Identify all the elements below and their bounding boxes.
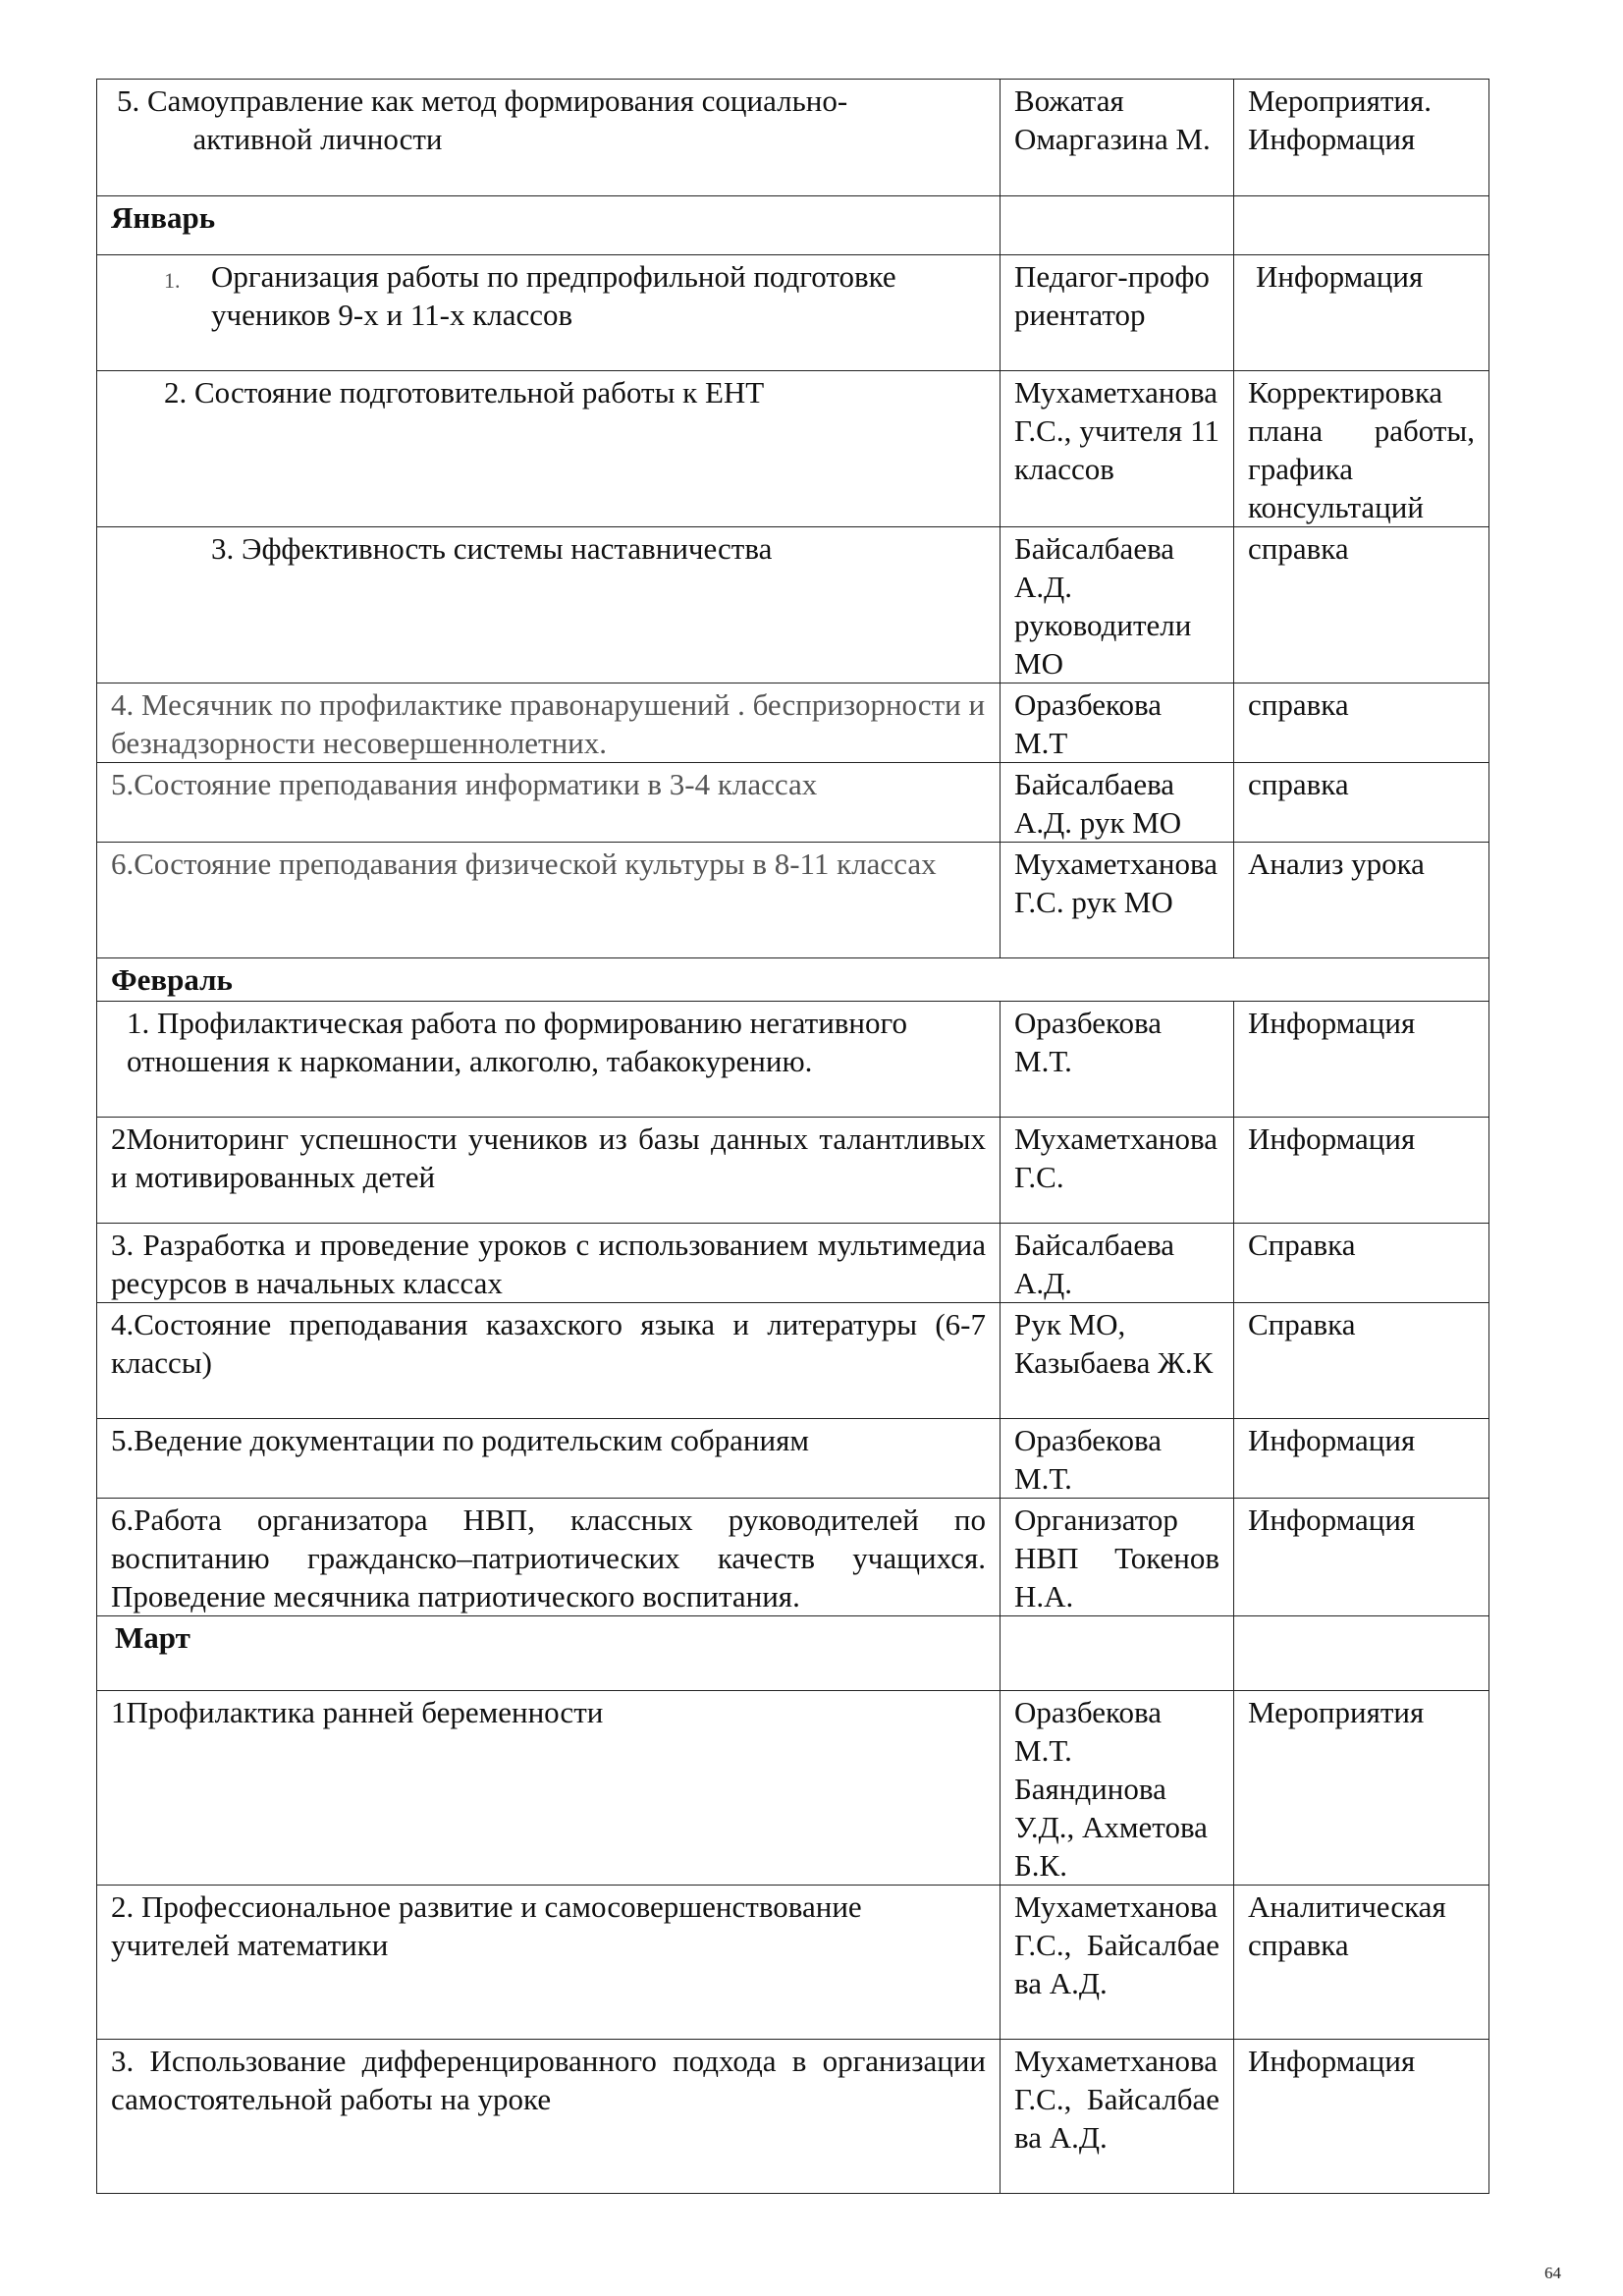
month-empty-cell bbox=[1234, 196, 1489, 255]
row-topic: 5.Состояние преподавания информатики в 3-4 классах bbox=[97, 763, 1001, 843]
table-row bbox=[97, 1224, 1489, 1303]
table-row bbox=[97, 255, 1489, 371]
row-responsible: Рук МО, Казыбаева Ж.К bbox=[1001, 1303, 1234, 1419]
table-row bbox=[97, 80, 1489, 196]
row-result-form: Мероприятия. Информация bbox=[1234, 80, 1489, 196]
row-topic: 5.Ведение документации по родительским собраниям bbox=[97, 1419, 1001, 1499]
row-responsible: Оразбекова М.Т. bbox=[1001, 1419, 1234, 1499]
table-row bbox=[97, 1886, 1489, 2040]
table-row bbox=[97, 527, 1489, 683]
table-row bbox=[97, 1691, 1489, 1886]
table-row bbox=[97, 1499, 1489, 1616]
work-plan-table bbox=[96, 79, 1489, 2194]
row-responsible: Мухаметханова Г.С., учителя 11 классов bbox=[1001, 371, 1234, 527]
row-topic: 4.Состояние преподавания казахского языка и литературы (6-7 классы) bbox=[97, 1303, 1001, 1419]
row-topic: 3. Разработка и проведение уроков с использованием мультимедиа ресурсов в начальных классах bbox=[97, 1224, 1001, 1303]
row-topic: 1Профилактика ранней беременности bbox=[97, 1691, 1001, 1886]
row-result-form: Информация bbox=[1234, 1002, 1489, 1118]
row-result-form: Анализ урока bbox=[1234, 843, 1489, 958]
month-label: Февраль bbox=[97, 958, 1489, 1002]
table-row bbox=[97, 371, 1489, 527]
row-topic-text: Организация работы по предпрофильной подготовке учеников 9-х и 11-х классов bbox=[211, 259, 896, 332]
row-responsible: Байсалбаева А.Д. bbox=[1001, 1224, 1234, 1303]
row-result-form: Информация bbox=[1234, 1118, 1489, 1224]
row-responsible: Мухаметханова Г.С., Байсалбаева А.Д. bbox=[1001, 1886, 1234, 2040]
row-responsible: Вожатая Омаргазина М. bbox=[1001, 80, 1234, 196]
row-topic: 2Мониторинг успешности учеников из базы данных талантливых и мотивированных детей bbox=[97, 1118, 1001, 1224]
table-row bbox=[97, 1002, 1489, 1118]
row-topic: 6.Состояние преподавания физической культуры в 8-11 классах bbox=[97, 843, 1001, 958]
row-responsible: Мухаметханова Г.С. bbox=[1001, 1118, 1234, 1224]
page-number: 64 bbox=[1544, 2264, 1561, 2282]
row-result-form: Информация bbox=[1234, 1499, 1489, 1616]
row-topic: 3. Эффективность системы наставничества bbox=[97, 527, 1001, 683]
row-result-form: справка bbox=[1234, 527, 1489, 683]
month-empty-cell bbox=[1001, 196, 1234, 255]
table-row bbox=[97, 763, 1489, 843]
month-label: Март bbox=[97, 1616, 1001, 1691]
row-responsible: Организатор НВП Токенов Н.А. bbox=[1001, 1499, 1234, 1616]
row-result-form: справка bbox=[1234, 763, 1489, 843]
row-result-form: Корректировка плана работы, графика консультаций bbox=[1234, 371, 1489, 527]
list-number: 1. bbox=[164, 268, 181, 293]
row-responsible: Оразбекова М.Т. Баяндинова У.Д., Ахметова Б.К. bbox=[1001, 1691, 1234, 1886]
table-row bbox=[97, 2040, 1489, 2194]
row-topic: 5. Самоуправление как метод формирования социально- активной личности bbox=[97, 80, 1001, 196]
row-result-form: Информация bbox=[1234, 1419, 1489, 1499]
month-row bbox=[97, 1616, 1489, 1691]
table-row bbox=[97, 1118, 1489, 1224]
row-topic: 2. Состояние подготовительной работы к ЕНТ bbox=[97, 371, 1001, 527]
row-responsible: Мухаметханова Г.С. рук МО bbox=[1001, 843, 1234, 958]
table-row bbox=[97, 1419, 1489, 1499]
row-responsible: Байсалбаева А.Д. рук МО bbox=[1001, 763, 1234, 843]
row-result-form: Аналитическая справка bbox=[1234, 1886, 1489, 2040]
row-result-form: Справка bbox=[1234, 1303, 1489, 1419]
month-row bbox=[97, 958, 1489, 1002]
row-result-form: Информация bbox=[1234, 2040, 1489, 2194]
month-label: Январь bbox=[97, 196, 1001, 255]
row-responsible: Мухаметханова Г.С., Байсалбаева А.Д. bbox=[1001, 2040, 1234, 2194]
row-result-form: справка bbox=[1234, 683, 1489, 763]
row-result-form: Справка bbox=[1234, 1224, 1489, 1303]
row-topic: 2. Профессиональное развитие и самосовершенствование учителей математики bbox=[97, 1886, 1001, 2040]
row-result-form: Мероприятия bbox=[1234, 1691, 1489, 1886]
month-empty-cell bbox=[1001, 1616, 1234, 1691]
row-topic: 1. Профилактическая работа по формированию негативного отношения к наркомании, алкоголю, табакокурению. bbox=[97, 1002, 1001, 1118]
month-empty-cell bbox=[1234, 1616, 1489, 1691]
table-row bbox=[97, 683, 1489, 763]
row-responsible: Оразбекова М.Т bbox=[1001, 683, 1234, 763]
table-row bbox=[97, 1303, 1489, 1419]
row-responsible: Байсалбаева А.Д. руководители МО bbox=[1001, 527, 1234, 683]
row-responsible: Оразбекова М.Т. bbox=[1001, 1002, 1234, 1118]
table-row bbox=[97, 843, 1489, 958]
row-topic: 6.Работа организатора НВП, классных руководителей по воспитанию гражданско–патриотических качеств учащихся. Проведение месячника патриотического воспитания. bbox=[97, 1499, 1001, 1616]
row-topic bbox=[97, 255, 1001, 371]
row-topic: 4. Месячник по профилактике правонарушений . беспризорности и безнадзорности несовершеннолетних. bbox=[97, 683, 1001, 763]
row-topic: 3. Использование дифференцированного подхода в организации самостоятельной работы на уроке bbox=[97, 2040, 1001, 2194]
row-responsible: Педагог-профориентатор bbox=[1001, 255, 1234, 371]
row-result-form: Информация bbox=[1234, 255, 1489, 371]
month-row bbox=[97, 196, 1489, 255]
